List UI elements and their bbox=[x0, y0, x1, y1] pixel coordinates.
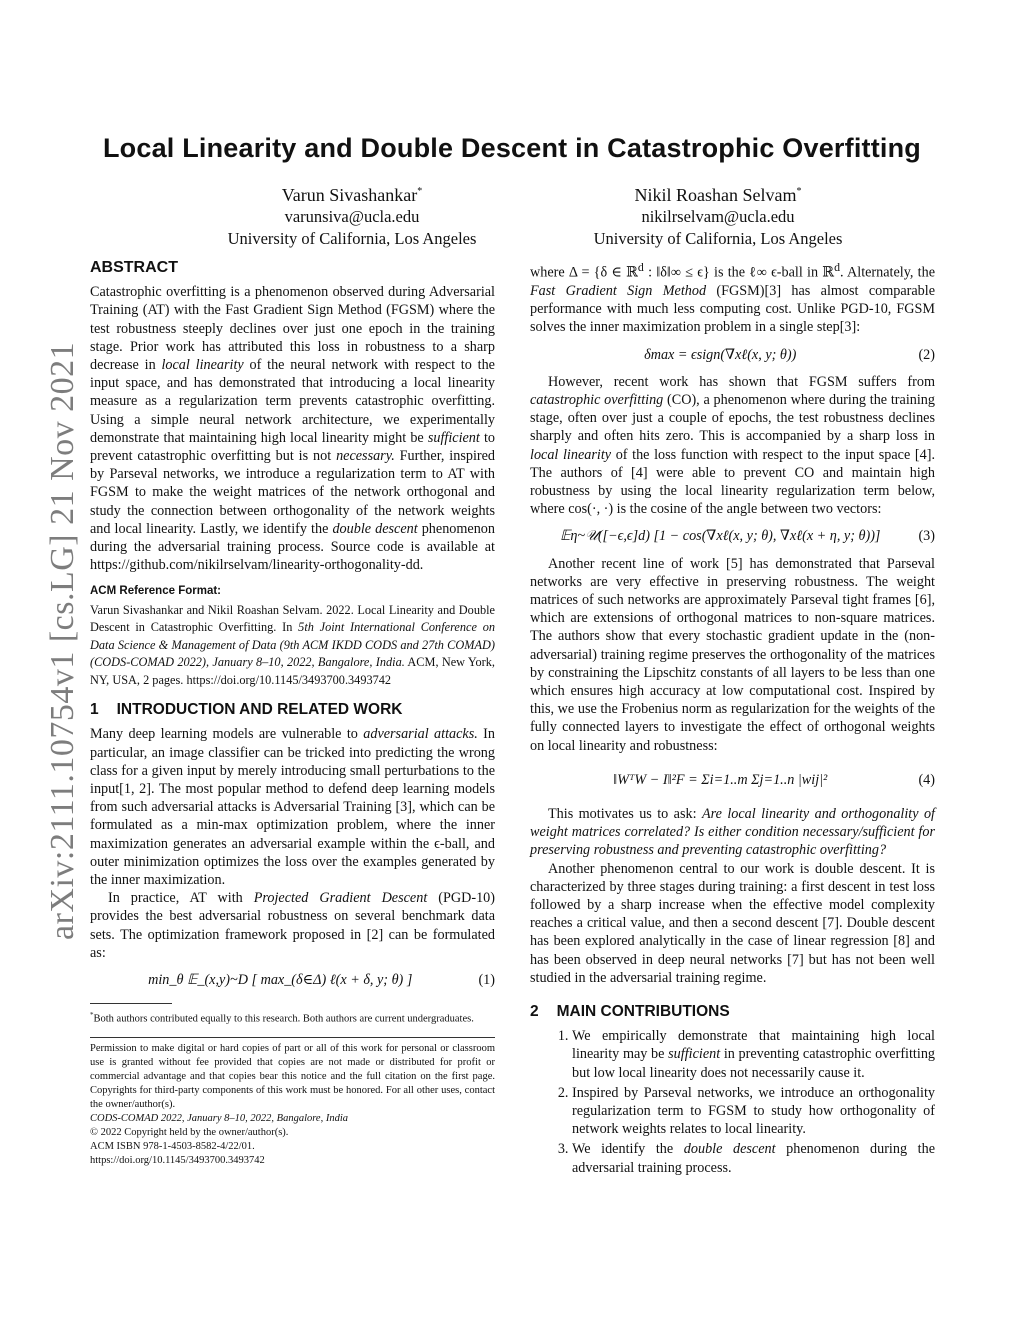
copyright-line: © 2022 Copyright held by the owner/author(s). bbox=[90, 1126, 289, 1138]
footnote: *Both authors contributed equally to this research. Both authors are current undergraduates. bbox=[90, 1011, 474, 1025]
equation-body: ‖WᵀW − I‖²F = Σi=1..m Σj=1..n |wij|² bbox=[613, 771, 828, 788]
section-1-heading bbox=[90, 701, 495, 719]
abstract-text: Catastrophic overfitting is a phenomenon observed during Adversarial Training (AT) with the Fast Gradient Sign Method (FGSM) where the test robustness steeply declines over just one epoch in the training stage. Prior work has attributed this loss in robustness to a sharp decrease in local linearity of the neural network with respect to the input space, and has demonstrated that introducing a local linearity measure as a regularization term prevents catastrophic overfitting. Using a simple neural network architecture, we experimentally demonstrate that maintaining high local linearity might be sufficient to prevent catastrophic overfitting but is not necessary. Further, inspired by Parseval networks, we introduce a regularization term to AT with FGSM to make the weight matrices of the network orthogonal and study the connection between orthogonality of the network weights and local linearity. Lastly, we identify the double descent phenomenon during the adversarial training process. Source code is available at https://github.com/nikilrselvam/linearity-orthogonality-dd. bbox=[90, 284, 496, 574]
section-2-heading bbox=[530, 1003, 935, 1021]
permission-divider bbox=[90, 1037, 495, 1038]
right-paragraph-2: However, recent work has shown that FGSM suffers from catastrophic overfitting (CO), a phenomenon where during the training stage, often over just a couple of epochs, the test robustness declines sharply and often hits zero. This is accompanied by a sharp loss in local linearity of the loss function with respect to the input space [4]. The authors of [4] were able to prevent CO and maintain high robustness by using the local linearity regularization term below, where cos(·, ·) is the cosine of the angle between two vectors: bbox=[530, 373, 935, 518]
equation-number: (1) bbox=[478, 972, 495, 988]
permission-notice: Permission to make digital or hard copies of part or all of this work for personal or classroom use is granted without fee provided that copies are not made or distributed for profit or commercial advantage and that copies bear this notice and the full citation on the first page. Copyrights for third-party components of this work must be honored. For all other uses, contact the owner/author(s). bbox=[90, 1042, 495, 1110]
list-item: 3. We identify the double descent phenomenon during the adversarial training process. bbox=[572, 1140, 935, 1176]
footnote-divider bbox=[90, 1003, 172, 1004]
author-mark: * bbox=[417, 186, 423, 197]
acm-reference-text: Varun Sivashankar and Nikil Roashan Selvam. 2022. Local Linearity and Double Descent in Catastrophic Overfitting. In 5th Joint International Conference on Data Science & Management of Data (9th ACM IKDD CODS and 27th COMAD) (CODS-COMAD 2022), January 8–10, 2022, Bangalore, India. ACM, New York, NY, USA, 2 pages. https://doi.org/10.1145/3493700.3493742 bbox=[90, 602, 495, 687]
intro-paragraph-2: In practice, AT with Projected Gradient Descent (PGD-10) provides the best adversarial robustness on several benchmark data sets. The optimization framework proposed in [2] can be formulated as: bbox=[90, 890, 495, 961]
equation-2 bbox=[530, 346, 935, 364]
doi-line[interactable]: https://doi.org/10.1145/3493700.3493742 bbox=[90, 1154, 265, 1166]
left-column bbox=[90, 255, 495, 1168]
conference-line: CODS-COMAD 2022, January 8–10, 2022, Bangalore, India bbox=[90, 1112, 349, 1124]
abstract-heading: ABSTRACT bbox=[90, 259, 178, 276]
equation-number: (4) bbox=[918, 771, 935, 788]
arxiv-stamp: arXiv:2111.10754v1 [cs.LG] 21 Nov 2021 bbox=[44, 341, 81, 940]
equation-1 bbox=[90, 971, 495, 989]
right-paragraph-5: Another phenomenon central to our work is double descent. It is characterized by three stages during training: a first descent in test loss followed by a sharp increase when the effective model complexity reaches a critical value, and then a second descent [7]. Double descent has been explored analytically in the case of linear regression [8] and has been observed in deep neural networks [7] but has not been well studied in the adversarial training regime. bbox=[530, 860, 935, 986]
acm-reference-heading: ACM Reference Format: bbox=[90, 585, 221, 598]
right-paragraph-3: Another recent line of work [5] has demonstrated that Parseval networks are very effective in preserving robustness. The weight matrices of such networks are approximately Parseval tight frames [6], which are extensions of orthogonal matrices to non-square matrices. The authors show that every stochastic gradient update in the (non-adversarial) training regime preserves the orthogonality of the matrices by constraining the Lipschitz constants of all layers to be less than one which ensures high accuracy at low computational cost. Inspired by this, we use the Frobenius norm as regularization for the weights of the fully connected layers to investigate the effect of orthogonal weights on local linearity and robustness: bbox=[530, 555, 935, 754]
intro-paragraph-1: Many deep learning models are vulnerable to adversarial attacks. In particular, an image classifier can be tricked into predicting the wrong class for a given input by merely introducing small perturbations to the input[1, 2]. The most popular method to defend deep learning models from such adversarial attacks is Adversarial Training [3], which can be formulated as a min-max optimization problem, where the inner maximization generates an adversarial example within the ϵ-ball, and outer minimization optimizes the loss over the examples generated by the inner maximization. bbox=[90, 726, 495, 888]
equation-4 bbox=[530, 771, 935, 789]
author-mark: * bbox=[796, 186, 802, 197]
paper-title: Local Linearity and Double Descent in Catastrophic Overfitting bbox=[102, 133, 922, 163]
equation-3 bbox=[530, 527, 935, 545]
equation-body: min_θ 𝔼_(x,y)~D [ max_(δ∈Δ) ℓ(x + δ, y; θ) ] bbox=[148, 972, 413, 988]
equation-body: δmax = ϵsign(∇xℓ(x, y; θ)) bbox=[644, 346, 797, 363]
author-name: Varun Sivashankar bbox=[281, 185, 418, 205]
author-email: nikilrselvam@ucla.edu bbox=[641, 207, 795, 226]
author-affiliation: University of California, Los Angeles bbox=[593, 229, 843, 248]
right-paragraph-4: This motivates us to ask: Are local linearity and orthogonality of weight matrices correlated? Is either condition necessary/sufficient for preserving robustness and preventing catastrophic overfitting? bbox=[530, 806, 935, 859]
author-affiliation: University of California, Los Angeles bbox=[227, 229, 477, 248]
section-number: 1 bbox=[90, 701, 99, 719]
right-paragraph-1: where Δ = {δ ∈ ℝ$^d$ : ‖δ‖∞ ≤ ϵ} is the ℓ∞ ϵ-ball in ℝ$^d$. Alternately, the Fast Gradient Sign Method (FGSM)[3] has almost comparable performance with much less computing cost. Unlike PGD-10, FGSM solves the inner maximization problem in a single step[3]: bbox=[530, 260, 936, 336]
section-title: INTRODUCTION AND RELATED WORK bbox=[116, 701, 403, 719]
author-name: Nikil Roashan Selvam bbox=[634, 185, 797, 205]
isbn-line: ACM ISBN 978-1-4503-8582-4/22/01. bbox=[90, 1140, 255, 1152]
list-item: 2. Inspired by Parseval networks, we introduce an orthogonality regularization term to FGSM to study how orthogonality of network weights relates to local linearity. bbox=[572, 1084, 935, 1139]
right-column bbox=[530, 258, 935, 1179]
equation-body: 𝔼η~𝒰([−ϵ,ϵ]d) [1 − cos(∇xℓ(x, y; θ), ∇xℓ(x + η, y; θ))] bbox=[559, 528, 881, 545]
contributions-list bbox=[530, 1027, 935, 1177]
section-number: 2 bbox=[530, 1003, 539, 1021]
list-item: 1. We empirically demonstrate that maintaining high local linearity may be sufficient in preventing catastrophic overfitting but low local linearity does not necessarily cause it. bbox=[572, 1027, 935, 1082]
equation-number: (2) bbox=[918, 346, 935, 363]
author-1 bbox=[172, 181, 532, 250]
equation-number: (3) bbox=[918, 528, 935, 545]
author-2 bbox=[538, 181, 898, 250]
section-title: MAIN CONTRIBUTIONS bbox=[556, 1003, 730, 1021]
author-email: varunsiva@ucla.edu bbox=[284, 207, 420, 226]
